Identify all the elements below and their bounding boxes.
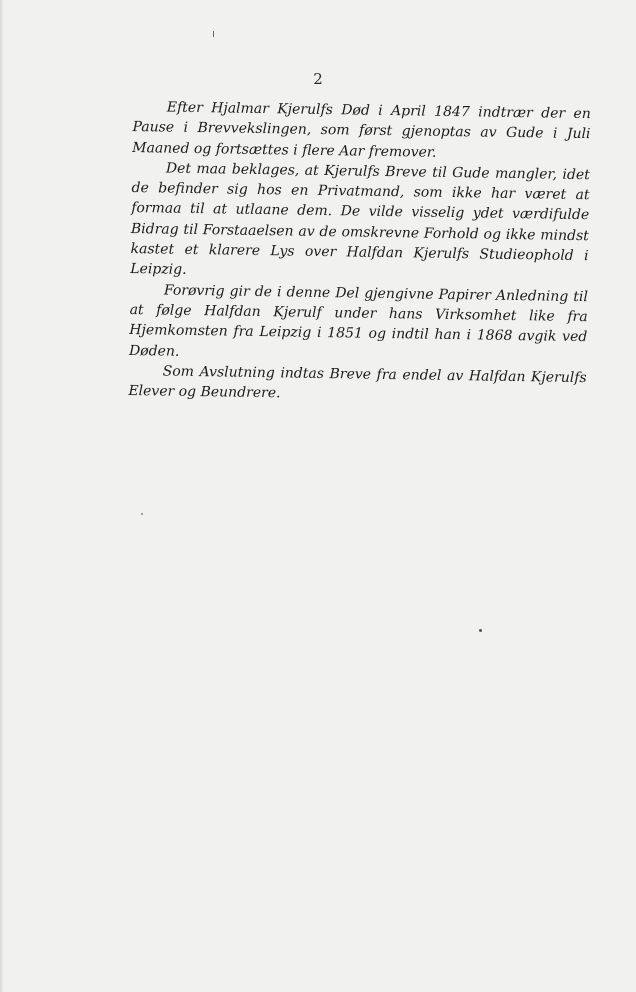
page-edge-shadow: [0, 0, 4, 992]
body-text: [128, 97, 591, 409]
paragraph-1: Efter Hjalmar Kjerulfs Død i April 1847 indtrær der en Pause i Brevvekslingen, som først gjenoptas av Gude i Juli Maaned og fortsættes i flere Aar fremover.: [132, 99, 591, 161]
paper-speck: [141, 513, 143, 515]
paragraph-4: Som Avslutning indtas Breve fra endel av Halfdan Kjerulfs Elever og Beundrere.: [128, 363, 587, 402]
paragraph-3: Forøvrig gir de i denne Del gjengivne Papirer Anledning til at følge Halfdan Kjerulf under hans Virksomhet like fra Hjemkomsten fra Leipzig i 1851 og indtil han i 1868 avgik ved Døden.: [128, 282, 589, 360]
paragraph-2: Det maa beklages, at Kjerulfs Breve til Gude mangler, idet de befinder sig hos en Privatmand, som ikke har været at formaa til at utlaane dem. De vilde visselig ydet værdifulde Bidrag til Forstaaelsen av de omskrevne Forhold og ikke mindst kastet et klarere Lys over Halfdan Kjerulfs Studieophold i Leipzig.: [130, 160, 590, 279]
scan-mark: [213, 31, 214, 37]
paper-speck: [479, 629, 482, 632]
page-number: 2: [313, 70, 323, 88]
